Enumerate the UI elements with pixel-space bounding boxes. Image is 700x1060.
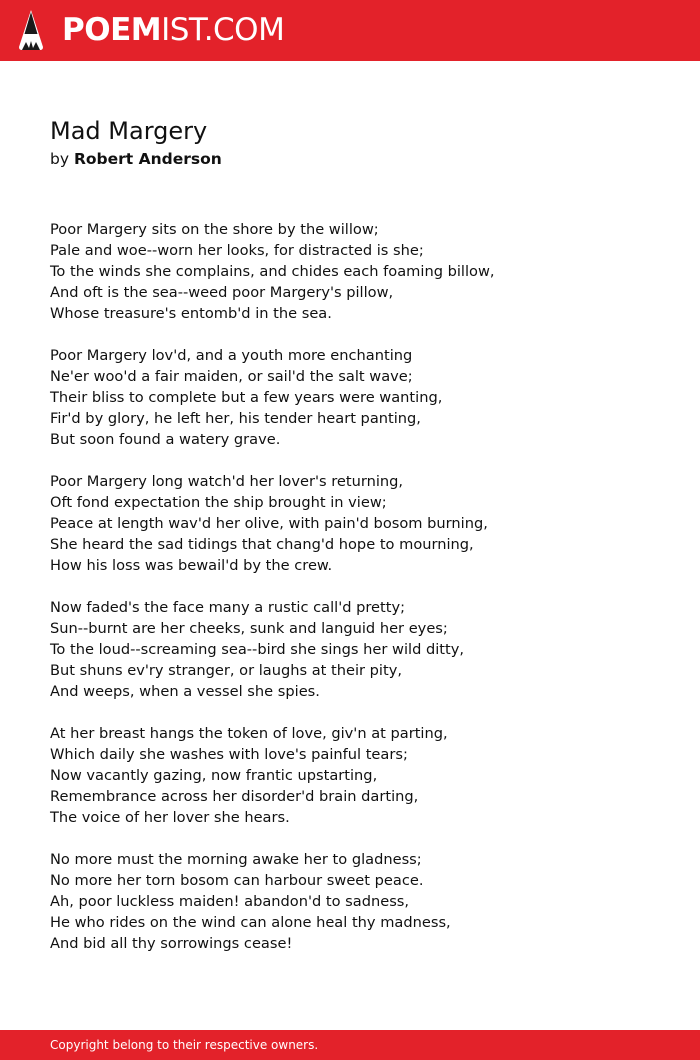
poem-line: He who rides on the wind can alone heal thy madness, <box>50 914 451 931</box>
pencil-tip-icon[interactable] <box>18 9 44 51</box>
poem-line: Poor Margery long watch'd her lover's returning, <box>50 473 404 490</box>
logo-text-strong: POEM <box>62 12 162 48</box>
poem-line: But soon found a watery grave. <box>50 431 281 448</box>
poem-title: Mad Margery <box>50 117 208 145</box>
poem-line: Poor Margery sits on the shore by the willow; <box>50 221 379 238</box>
poem-line: To the loud--screaming sea--bird she sings her wild ditty, <box>50 641 465 658</box>
poem-line: And weeps, when a vessel she spies. <box>50 683 320 700</box>
copyright-notice: Copyright belong to their respective owners. <box>50 1038 319 1052</box>
site-header <box>0 0 700 61</box>
poem-line: Sun--burnt are her cheeks, sunk and languid her eyes; <box>50 620 448 637</box>
site-footer <box>0 1030 700 1060</box>
poem-line: To the winds she complains, and chides each foaming billow, <box>50 263 495 280</box>
poem-line: Remembrance across her disorder'd brain darting, <box>50 788 419 805</box>
poem-line: Fir'd by glory, he left her, his tender heart panting, <box>50 410 421 427</box>
poem-line: Poor Margery lov'd, and a youth more enchanting <box>50 347 413 364</box>
poem-line: Ne'er woo'd a fair maiden, or sail'd the salt wave; <box>50 368 413 385</box>
poem-line: The voice of her lover she hears. <box>50 809 290 826</box>
poem-line: No more her torn bosom can harbour sweet peace. <box>50 872 424 889</box>
poem-line: At her breast hangs the token of love, giv'n at parting, <box>50 725 448 742</box>
poem-line: Ah, poor luckless maiden! abandon'd to sadness, <box>50 893 410 910</box>
poem-line: Peace at length wav'd her olive, with pain'd bosom burning, <box>50 515 488 532</box>
stanza <box>50 219 650 324</box>
author-name: Robert Anderson <box>73 150 222 168</box>
stanza <box>50 849 650 954</box>
stanza <box>50 345 650 450</box>
poem-line: How his loss was bewail'd by the crew. <box>50 557 333 574</box>
byline <box>50 149 222 169</box>
poem-line: She heard the sad tidings that chang'd hope to mourning, <box>50 536 474 553</box>
site-logo[interactable] <box>62 11 284 49</box>
stanza <box>50 723 650 828</box>
stanza <box>50 471 650 576</box>
poem-line: No more must the morning awake her to gladness; <box>50 851 422 868</box>
poem-line: Which daily she washes with love's painful tears; <box>50 746 408 763</box>
poem-line: Their bliss to complete but a few years were wanting, <box>50 389 443 406</box>
poem-heading <box>50 116 222 169</box>
stanza <box>50 597 650 702</box>
poem-line: And oft is the sea--weed poor Margery's pillow, <box>50 284 394 301</box>
poem-line: Oft fond expectation the ship brought in view; <box>50 494 387 511</box>
poem-body <box>50 219 650 975</box>
poem-line: Whose treasure's entomb'd in the sea. <box>50 305 332 322</box>
poem-line: Now vacantly gazing, now frantic upstarting, <box>50 767 378 784</box>
poem-line: Pale and woe--worn her looks, for distracted is she; <box>50 242 424 259</box>
poem-line: Now faded's the face many a rustic call'd pretty; <box>50 599 406 616</box>
poem-line: But shuns ev'ry stranger, or laughs at their pity, <box>50 662 402 679</box>
logo-text-light: IST.COM <box>161 12 285 48</box>
byline-prefix: by <box>50 150 70 168</box>
poem-line: And bid all thy sorrowings cease! <box>50 935 293 952</box>
